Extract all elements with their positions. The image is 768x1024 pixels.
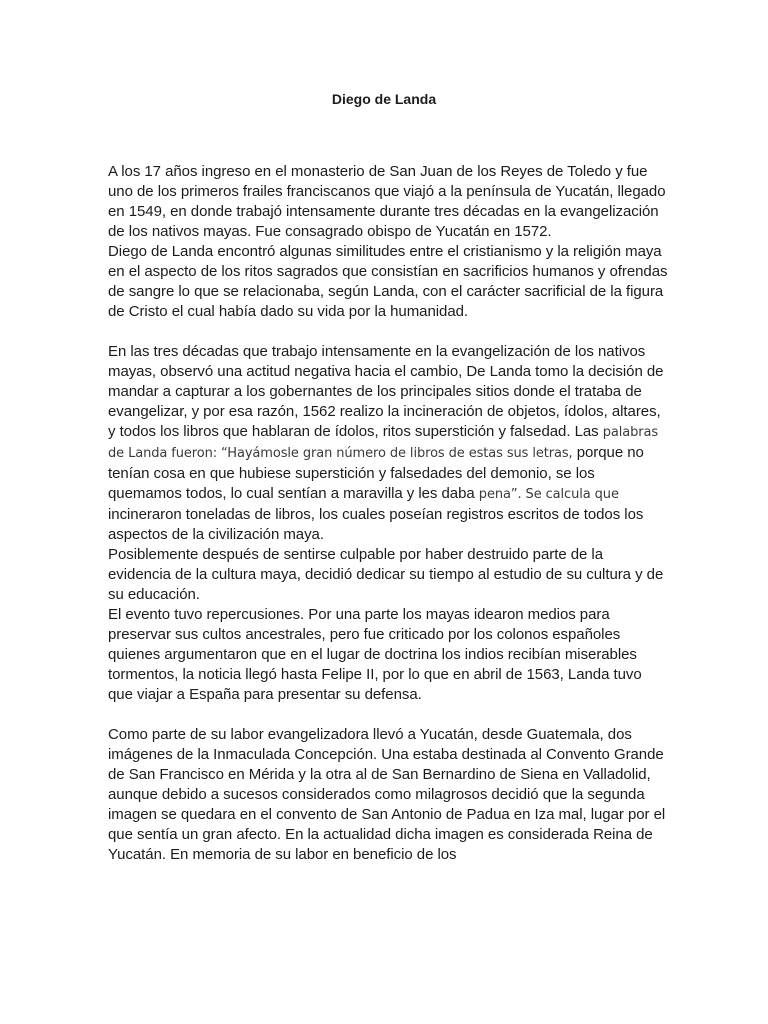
paragraph-gap (108, 322, 668, 342)
paragraph-gap (108, 705, 668, 725)
document-title: Diego de Landa (331, 91, 437, 107)
landa-quote-start: palabras de Landa fueron: “Hayámosle gran número de libros de estas sus letras, (108, 425, 659, 461)
paragraph-3 (108, 342, 668, 545)
paragraph-5: El evento tuvo repercusiones. Por una parte los mayas idearon medios para preservar sus cultos ancestrales, pero fue criticado por los colonos españoles quienes argumentaron que en el lugar de doctrina los indios recibían miserables tormentos, la noticia llegó hasta Felipe II, por lo que en abril de 1563, Landa tuvo que viajar a España para presentar su defensa. (108, 606, 642, 703)
document-body (108, 162, 668, 865)
paragraph-6: Como parte de su labor evangelizadora llevó a Yucatán, desde Guatemala, dos imágenes de la Inmaculada Concepción. Una estaba destinada al Convento Grande de San Francisco en Mérida y la otra al de San Bernardino de Siena en Valladolid, aunque debido a sucesos considerados como milagrosos decidió que la segunda imagen se quedara en el convento de San Antonio de Padua en Iza mal, lugar por el que sentía un gran afecto. En la actualidad dicha imagen es considerada Reina de Yucatán. En memoria de su labor en beneficio de los (108, 726, 666, 863)
landa-quote-end: pena”. Se calcula que (478, 487, 619, 502)
paragraph-1: A los 17 años ingreso en el monasterio de San Juan de los Reyes de Toledo y fue uno de los primeros frailes franciscanos que viajó a la península de Yucatán, llegado en 1549, en donde trabajó intensamente durante tres décadas en la evangelización de los nativos mayas. Fue consagrado obispo de Yucatán en 1572. (108, 163, 666, 240)
paragraph-3-part-c: porque no tenían cosa en que hubiese superstición y falsedades del demonio, se los quemamos todos, lo cual sentían a maravilla y les daba (108, 444, 644, 502)
paragraph-3-part-a: En las tres décadas que trabajo intensamente en la evangelización de los nativos mayas, observó una actitud negativa hacia el cambio, De Landa tomo la decisión de mandar a capturar a los gobernantes de los principales sitios donde el trataba de evangelizar, y por esa razón, 1562 realizo la incineración de objetos, ídolos, altares, y todos los libros que hablaran de ídolos, ritos superstición y falsedad. Las (108, 343, 664, 440)
paragraph-2: Diego de Landa encontró algunas similitudes entre el cristianismo y la religión maya en el aspecto de los ritos sagrados que consistían en sacrificios humanos y ofrendas de sangre lo que se relacionaba, según Landa, con el carácter sacrificial de la figura de Cristo el cual había dado su vida por la humanidad. (108, 243, 668, 320)
paragraph-4: Posiblemente después de sentirse culpable por haber destruido parte de la evidencia de la cultura maya, decidió dedicar su tiempo al estudio de su cultura y de su educación. (108, 546, 664, 603)
paragraph-3-part-e: incineraron toneladas de libros, los cuales poseían registros escritos de todos los aspectos de la civilización maya. (108, 506, 644, 543)
